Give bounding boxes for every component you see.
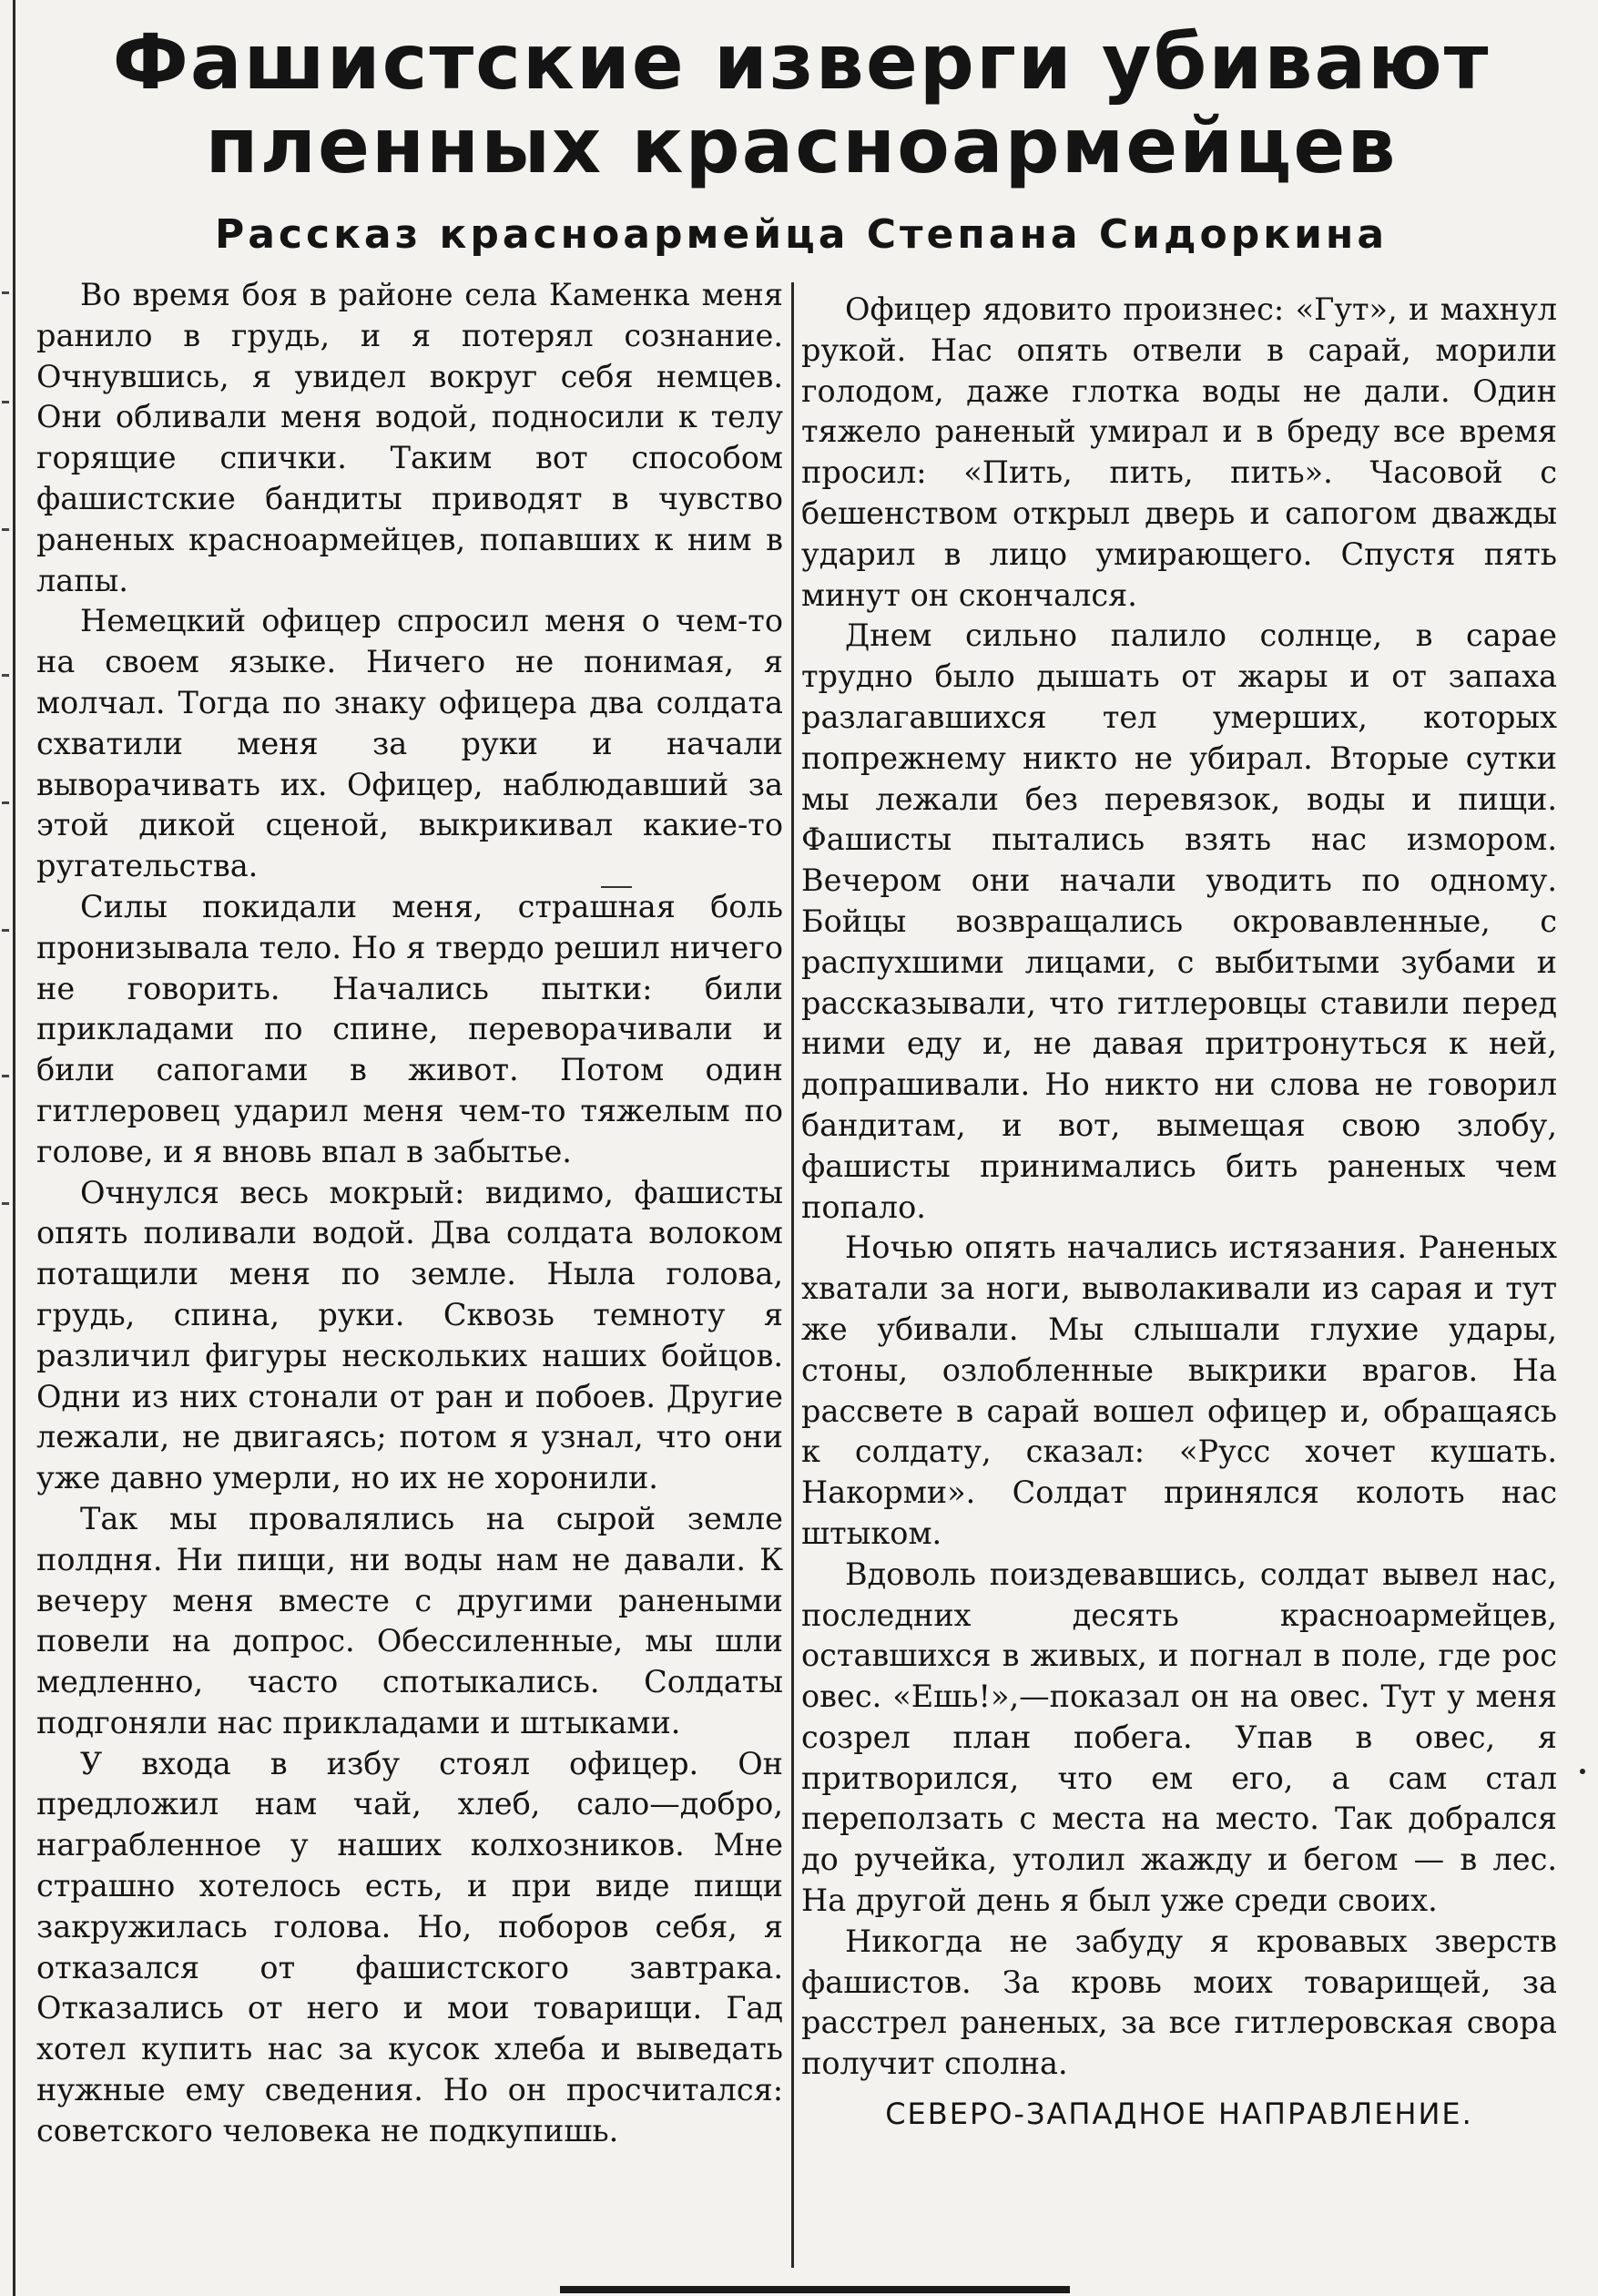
headline-line-2: пленных красноармейцев <box>205 101 1398 190</box>
paragraph: Офицер ядовито произнес: «Гут», и махнул рукой. Нас опять отвели в сарай, морили голодом, даже глотка воды не дали. Один тяжело раненый умирал и в бреду все время просил: «Пить, пить, пить». Часовой с бешенством открыл дверь и сапогом дважды ударил в лицо умирающего. Спустя пять минут он скончался. <box>801 291 1557 613</box>
bottom-rule <box>560 2286 1070 2293</box>
paragraph: Силы покидали меня, страшная боль пронизывала тело. Но я твердо решил ничего не говорить. Начались пытки: били прикладами по спине, переворачивали и били сапогами в живот. Потом один гитлеровец ударил меня чем-то тяжелым по голове, и я вновь впал в забытье. <box>36 888 783 1169</box>
paragraph: У входа в избу стоял офицер. Он предложил нам чай, хлеб, сало—добро, награбленное у наших колхозников. Мне страшно хотелось есть, и при виде пищи закружилась голова. Но, поборов себя, я отказался от фашистского завтрака. Отказались от него и мои товарищи. Гад хотел купить нас за кусок хлеба и выведать нужные ему сведения. Но он просчитался: советского человека не подкупишь. <box>36 1745 783 2148</box>
headline-line-1: Фашистские изверги убивают <box>112 17 1491 107</box>
paragraph: Немецкий офицер спросил меня о чем-то на своем языке. Ничего не понимая, я молчал. Тогда по знаку офицера два солдата схватили меня за руки и начали выворачивать их. Офицер, наблюдавший за этой дикой сценой, выкрикивал какие-то ругательства. <box>36 603 783 884</box>
print-dot <box>1580 1769 1585 1774</box>
paragraph: Ночью опять начались истязания. Раненых хватали за ноги, выволакивали из сарая и тут же убивали. Мы слышали глухие удары, стоны, озлобленные выкрики врагов. На рассвете в сарай вошел офицер и, обращаясь к солдату, сказал: «Русс хочет кушать. Накорми». Солдат принялся колоть нас штыком. <box>801 1230 1557 1551</box>
subheadline: Рассказ красноармейца Степана Сидоркина <box>214 211 1389 258</box>
edge-marks <box>0 291 11 1566</box>
paragraph: Вдоволь поиздевавшись, солдат вывел нас, последних десять красноармейцев, оставшихся в живых, и погнал в поле, где рос овес. «Ешь!»,—показал он на овес. Тут у меня созрел план побега. Упав в овес, я притворился, что ем его, а сам стал переползать с места на место. Так добрался до ручейка, утолил жажду и бегом — в лес. На другой день я был уже среди своих. <box>801 1556 1557 1919</box>
paragraph: Днем сильно палило солнце, в сарае трудно было дышать от жары и от запаха разлагавшихся тел умерших, которых попрежнему никто не убирал. Вторые сутки мы лежали без перевязок, воды и пищи. Фашисты пытались взять нас измором. Вечером они начали уводить по одному. Бойцы возвращались окровавленные, с распухшими лицами, с выбитыми зубами и рассказывали, что гитлеровцы ставили перед ними еду и, не давая притронуться к ней, допрашивали. Но никто ни слова не говорил бандитам, и вот, вымещая свою злобу, фашисты принимались бить раненых чем попало. <box>801 617 1557 1225</box>
signature: СЕВЕРО-ЗАПАДНОЕ НАПРАВЛЕНИЕ. <box>885 2097 1473 2132</box>
column-divider <box>791 282 794 2268</box>
article-column-right <box>801 290 1557 2134</box>
paragraph: Никогда не забуду я кровавых зверств фашистов. За кровь моих товарищей, за расстрел раненых, за все гитлеровская свора получит сполна. <box>801 1923 1557 2082</box>
print-dash-mark <box>601 886 632 888</box>
article-column-left <box>36 275 783 2152</box>
headline <box>100 17 1502 190</box>
page-edge-rule <box>13 0 15 2296</box>
paragraph: Очнулся весь мокрый: видимо, фашисты опять поливали водой. Два солдата волоком потащили меня по земле. Ныла голова, грудь, спина, руки. Сквозь темноту я различил фигуры нескольких наших бойцов. Одни из них стонали от ран и побоев. Другие лежали, не двигаясь; потом я узнал, что они уже давно умерли, но их не хоронили. <box>36 1174 783 1496</box>
paragraph: Так мы провалялись на сырой земле полдня. Ни пищи, ни воды нам не давали. К вечеру меня вместе с другими ранеными повели на допрос. Обессиленные, мы шли медленно, часто спотыкались. Солдаты подгоняли нас прикладами и штыками. <box>36 1500 783 1740</box>
paragraph: Во время боя в районе села Каменка меня ранило в грудь, и я потерял сознание. Очнувшись, я увидел вокруг себя немцев. Они обливали меня водой, подносили к телу горящие спички. Таким вот способом фашистские бандиты приводят в чувство раненых красноармейцев, попавших к ним в лапы. <box>36 277 783 598</box>
